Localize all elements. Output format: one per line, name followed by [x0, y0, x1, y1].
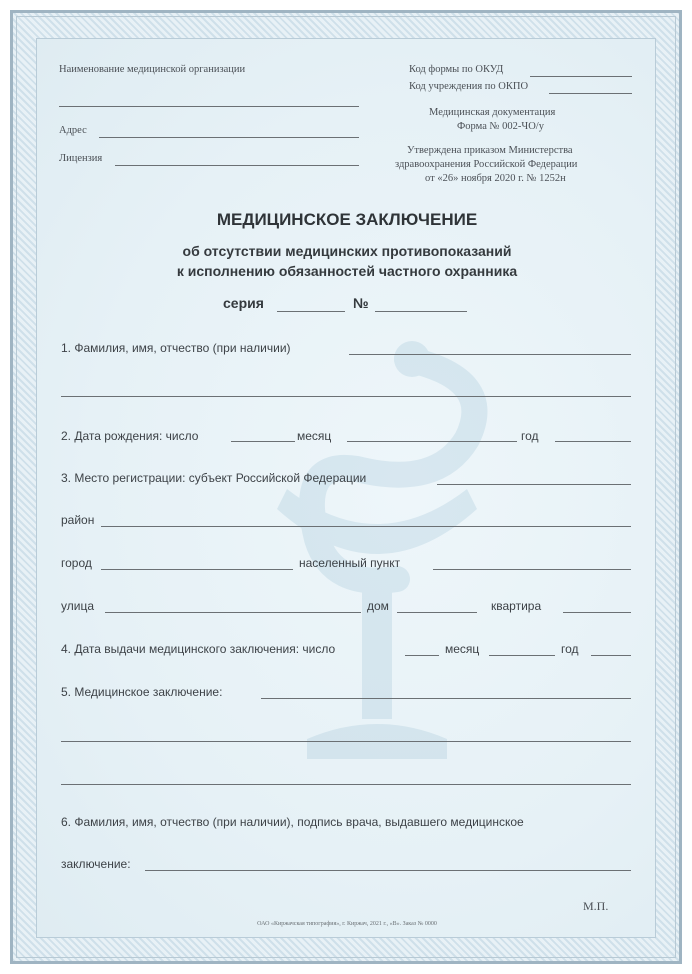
number-label: №	[353, 295, 369, 311]
document-subtitle-line1: об отсутствии медицинских противопоказаний	[182, 243, 512, 259]
apartment-line[interactable]	[563, 612, 631, 613]
bowl-of-hygieia-watermark-icon	[237, 339, 517, 769]
city-line[interactable]	[101, 569, 293, 570]
settlement-label: населенный пункт	[299, 556, 401, 570]
series-label: серия	[223, 295, 264, 311]
conclusion-label: 5. Медицинское заключение:	[61, 685, 223, 699]
conclusion-line-2[interactable]	[61, 741, 631, 742]
house-line[interactable]	[397, 612, 477, 613]
issue-month-label: месяц	[445, 642, 480, 656]
approved-line2: здравоохранения Российской Федерации	[395, 159, 578, 170]
okpo-label: Код учреждения по ОКПО	[409, 81, 529, 92]
apartment-label: квартира	[491, 599, 542, 613]
full-name-label: 1. Фамилия, имя, отчество (при наличии)	[61, 341, 291, 355]
document-title: МЕДИЦИНСКОЕ ЗАКЛЮЧЕНИЕ	[216, 210, 478, 229]
series-line[interactable]	[277, 311, 345, 312]
issue-month-line[interactable]	[489, 655, 555, 656]
birth-month-label: месяц	[297, 429, 332, 443]
doc-type-line1: Медицинская документация	[429, 107, 556, 118]
birth-day-line[interactable]	[231, 441, 295, 442]
org-name-label: Наименование медицинской организации	[59, 64, 246, 75]
birth-date-label: 2. Дата рождения: число	[61, 429, 199, 443]
full-name-line-2[interactable]	[61, 396, 631, 397]
doctor-signature-line[interactable]	[145, 870, 631, 871]
doctor-label-line1: 6. Фамилия, имя, отчество (при наличии), подпись врача, выдавшего медицинское	[61, 815, 524, 829]
region-line[interactable]	[437, 484, 631, 485]
license-label: Лицензия	[59, 153, 103, 164]
org-name-line[interactable]	[59, 106, 359, 107]
okud-line[interactable]	[530, 76, 632, 77]
district-line[interactable]	[101, 526, 631, 527]
house-label: дом	[367, 599, 389, 613]
approved-line3: от «26» ноября 2020 г. № 1252н	[425, 173, 566, 184]
issue-year-label: год	[561, 642, 579, 656]
city-label: город	[61, 556, 92, 570]
address-line[interactable]	[99, 137, 359, 138]
document-subtitle-line2: к исполнению обязанностей частного охранника	[176, 263, 518, 279]
number-line[interactable]	[375, 311, 467, 312]
issue-day-line[interactable]	[405, 655, 439, 656]
full-name-line[interactable]	[349, 354, 631, 355]
registration-label: 3. Место регистрации: субъект Российской Федерации	[61, 471, 367, 485]
street-label: улица	[61, 599, 94, 613]
birth-year-label: год	[521, 429, 539, 443]
form-body	[36, 38, 656, 938]
issue-date-label: 4. Дата выдачи медицинского заключения: число	[61, 642, 336, 656]
address-label: Адрес	[59, 125, 87, 136]
stamp-place-label: М.П.	[583, 899, 609, 913]
approved-line1: Утверждена приказом Министерства	[407, 145, 573, 156]
okud-label: Код формы по ОКУД	[409, 64, 504, 75]
okpo-line[interactable]	[549, 93, 632, 94]
doc-type-line2: Форма № 002-ЧО/у	[457, 121, 544, 132]
settlement-line[interactable]	[433, 569, 631, 570]
birth-month-line[interactable]	[347, 441, 517, 442]
conclusion-line-3[interactable]	[61, 784, 631, 785]
street-line[interactable]	[105, 612, 361, 613]
conclusion-line-1[interactable]	[261, 698, 631, 699]
district-label: район	[61, 513, 95, 527]
doctor-label-line2: заключение:	[61, 857, 131, 871]
printer-imprint: ОАО «Киржачская типография», г. Киржач, 2021 г., «В». Заказ № 0000	[257, 921, 437, 927]
issue-year-line[interactable]	[591, 655, 631, 656]
birth-year-line[interactable]	[555, 441, 631, 442]
license-line[interactable]	[115, 165, 359, 166]
